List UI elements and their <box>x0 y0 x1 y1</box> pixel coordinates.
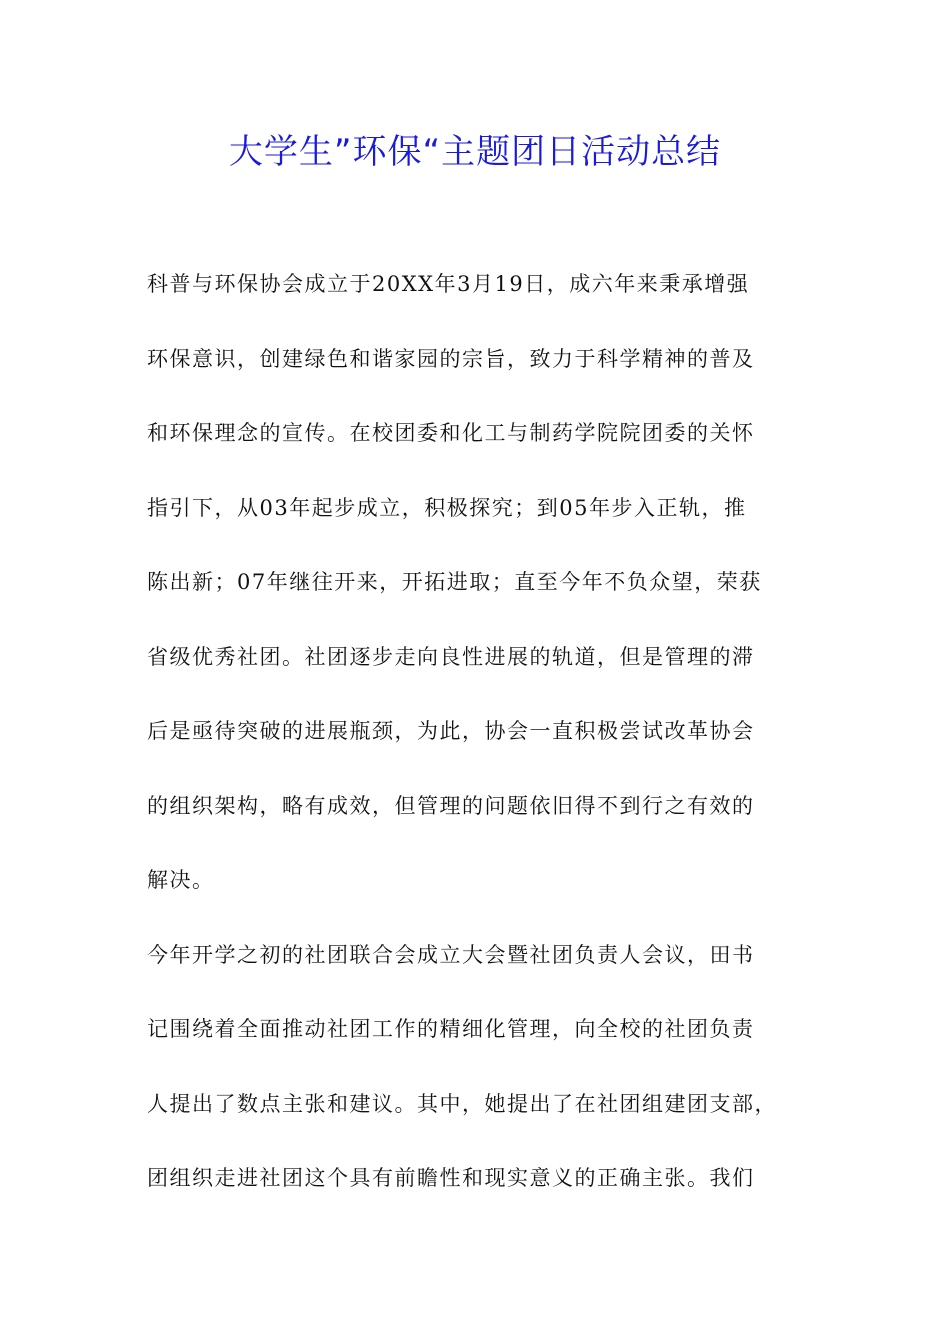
body-line: 省级优秀社团。社团逐步走向良性进展的轨道，但是管理的滞 <box>147 644 755 669</box>
body-line: 陈出新；07年继往开来，开拓进取；直至今年不负众望，荣获 <box>147 570 762 594</box>
document-title: 大学生”环保“主题团日活动总结 <box>228 132 722 172</box>
body-line: 指引下，从03年起步成立，积极探究；到05年步入正轨，推 <box>147 495 747 520</box>
body-line: 今年开学之初的社团联合会成立大会暨社团负责人会议，田书 <box>147 942 755 967</box>
body-line: 解决。 <box>147 868 215 892</box>
body-line: 的组织架构，略有成效，但管理的问题依旧得不到行之有效的 <box>147 793 755 818</box>
body-line: 后是亟待突破的进展瓶颈，为此，协会一直积极尝试改革协会 <box>147 719 755 743</box>
document-body <box>147 262 807 1231</box>
body-line: 环保意识，创建绿色和谐家园的宗旨，致力于科学精神的普及 <box>147 346 755 371</box>
body-line: 科普与环保协会成立于20XX年3月19日，成六年来秉承增强 <box>147 272 750 296</box>
body-line: 团组织走进社团这个具有前瞻性和现实意义的正确主张。我们 <box>147 1166 755 1190</box>
body-line: 和环保理念的宣传。在校团委和化工与制药学院院团委的关怀 <box>147 421 755 445</box>
body-line: 人提出了数点主张和建议。其中，她提出了在社团组建团支部， <box>147 1091 777 1116</box>
body-line: 记围绕着全面推动社团工作的精细化管理，向全校的社团负责 <box>147 1017 755 1041</box>
